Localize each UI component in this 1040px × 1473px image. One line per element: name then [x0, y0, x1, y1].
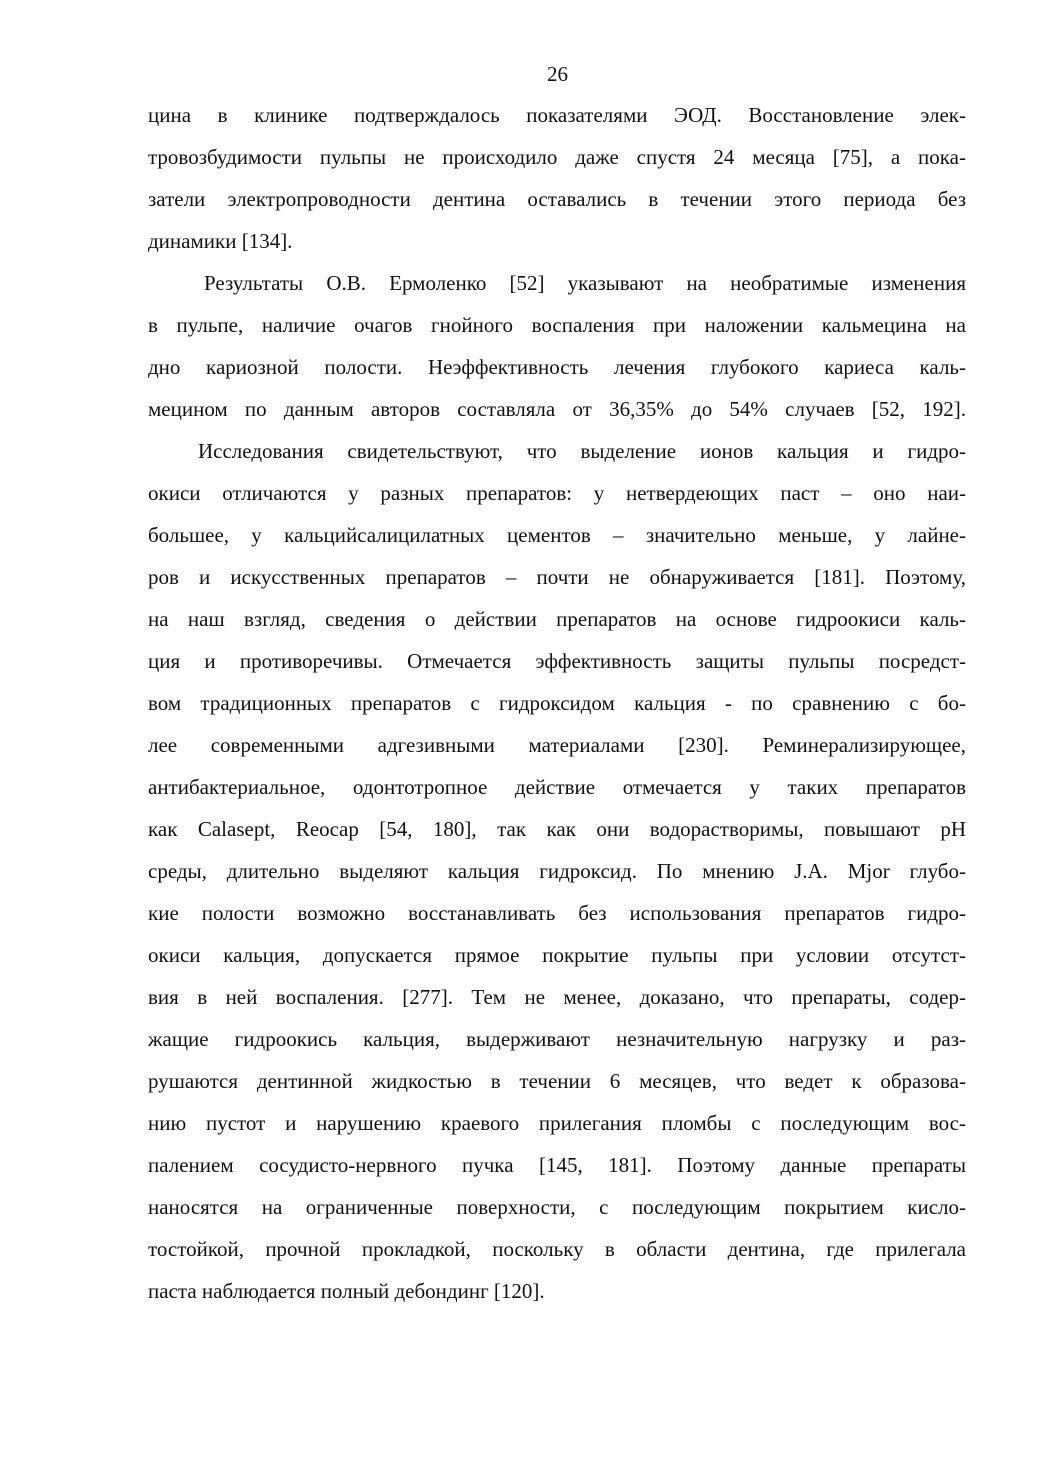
text-line: Результаты О.В. Ермоленко [52] указывают на необратимые изменения	[204, 271, 966, 295]
text-line: большее, у кальцийсалицилатных цементов – значительно меньше, у лайне-	[148, 523, 966, 547]
text-line: вом традиционных препаратов с гидроксидом кальция - по сравнению с бо-	[148, 691, 966, 715]
text-line: рушаются дентинной жидкостью в течении 6 месяцев, что ведет к образова-	[148, 1069, 966, 1093]
text-line: окиси отличаются у разных препаратов: у нетвердеющих паст – оно наи-	[148, 481, 966, 505]
text-line: затели электропроводности дентина оставались в течении этого периода без	[148, 187, 966, 211]
text-line: дно кариозной полости. Неэффективность лечения глубокого кариеса каль-	[148, 355, 966, 379]
text-line: ция и противоречивы. Отмечается эффективность защиты пульпы посредст-	[148, 649, 966, 673]
text-line: жащие гидроокись кальция, выдерживают незначительную нагрузку и раз-	[148, 1027, 966, 1051]
text-line: на наш взгляд, сведения о действии препаратов на основе гидроокиси каль-	[148, 607, 966, 631]
text-line: в пульпе, наличие очагов гнойного воспаления при наложении кальмецина на	[148, 313, 966, 337]
text-line: динамики [134].	[148, 229, 293, 253]
text-line: лее современными адгезивными материалами [230]. Реминерализирующее,	[148, 733, 966, 757]
text-line: паста наблюдается полный дебондинг [120].	[148, 1279, 545, 1303]
text-line: как Calasept, Reocap [54, 180], так как они водорастворимы, повышают pH	[148, 817, 966, 841]
text-line: Исследования свидетельствуют, что выделение ионов кальция и гидро-	[198, 439, 966, 463]
text-line: мецином по данным авторов составляла от 36,35% до 54% случаев [52, 192].	[148, 397, 966, 421]
page-number: 26	[547, 62, 568, 86]
text-line: кие полости возможно восстанавливать без использования препаратов гидро-	[148, 901, 966, 925]
text-line: наносятся на ограниченные поверхности, с последующим покрытием кисло-	[148, 1195, 966, 1219]
text-line: цина в клинике подтверждалось показателями ЭОД. Восстановление элек-	[148, 103, 966, 127]
text-line: нию пустот и нарушению краевого прилегания пломбы с последующим вос-	[148, 1111, 966, 1135]
text-line: ров и искусственных препаратов – почти не обнаруживается [181]. Поэтому,	[148, 565, 966, 589]
text-line: тостойкой, прочной прокладкой, поскольку в области дентина, где прилегала	[148, 1237, 966, 1261]
text-line: вия в ней воспаления. [277]. Тем не менее, доказано, что препараты, содер-	[148, 985, 966, 1009]
text-line: палением сосудисто-нервного пучка [145, 181]. Поэтому данные препараты	[148, 1153, 966, 1177]
text-line: антибактериальное, одонтотропное действие отмечается у таких препаратов	[148, 775, 966, 799]
text-line: тровозбудимости пульпы не происходило даже спустя 24 месяца [75], а пока-	[148, 145, 966, 169]
text-line: окиси кальция, допускается прямое покрытие пульпы при условии отсутст-	[148, 943, 966, 967]
text-line: среды, длительно выделяют кальция гидроксид. По мнению J.A. Mjor глубо-	[148, 859, 966, 883]
